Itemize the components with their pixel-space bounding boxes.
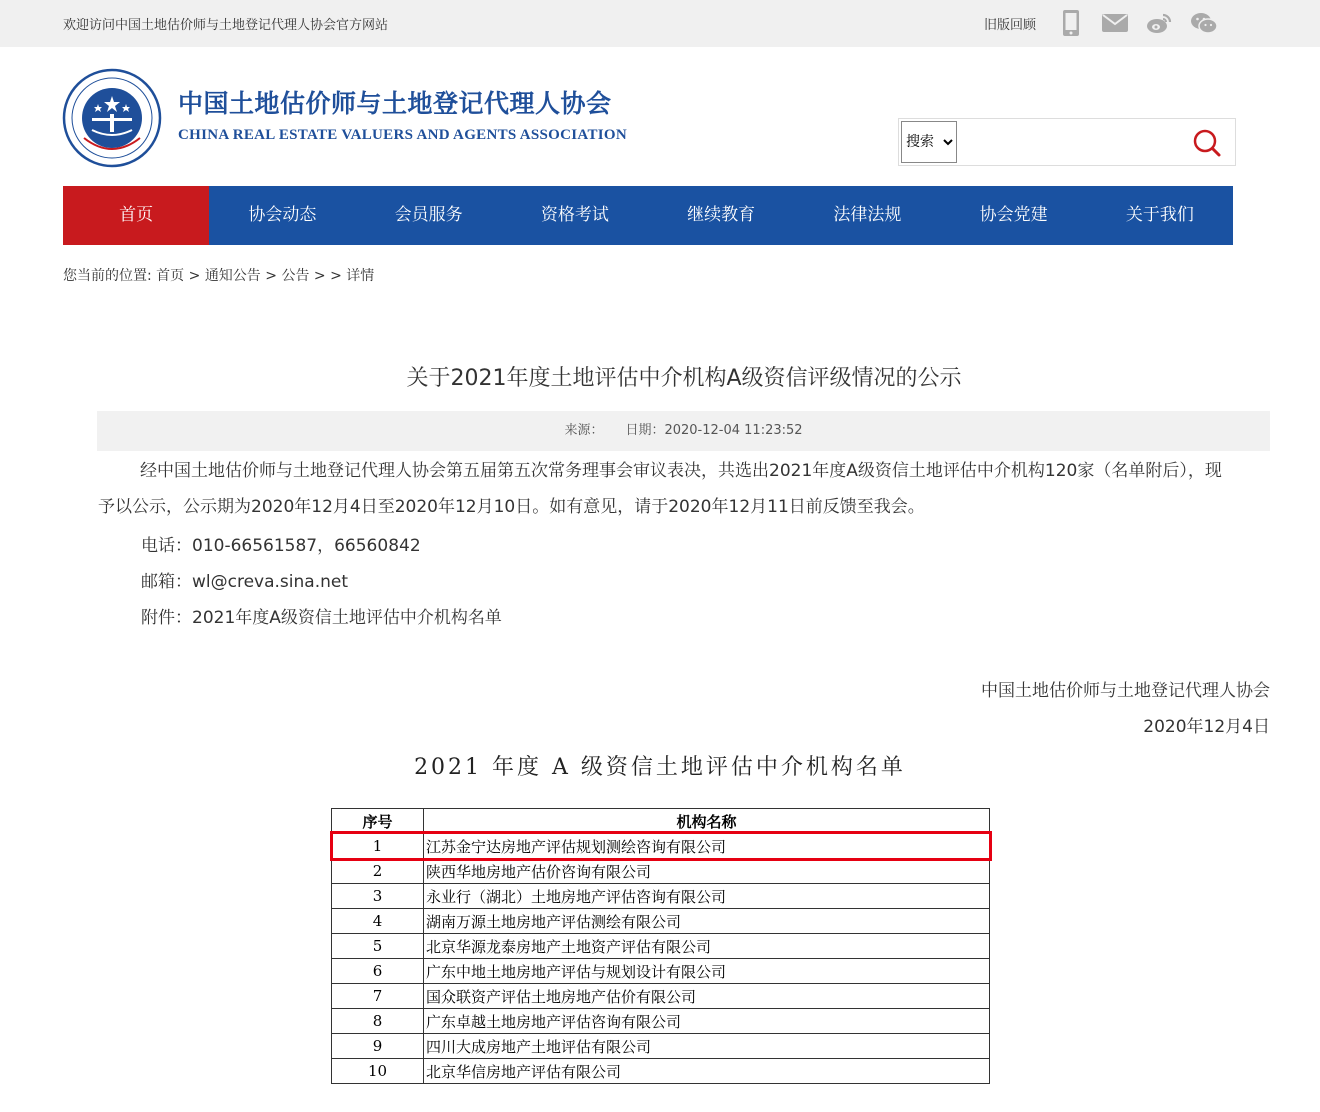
header-num: 序号 (332, 809, 424, 834)
article-source: 来源： (564, 423, 604, 438)
breadcrumb-separator: > (265, 268, 277, 284)
contact-email: 邮箱：wl@creva.sina.net (141, 572, 349, 592)
breadcrumb (63, 265, 374, 285)
top-bar (0, 0, 1320, 47)
org-table (331, 808, 990, 1084)
row-name: 广东中地土地房地产评估与规划设计有限公司 (424, 959, 990, 984)
search-type-select[interactable] (901, 121, 957, 163)
row-num: 2 (332, 859, 424, 884)
contact-phone: 电话：010-66561587，66560842 (141, 536, 421, 556)
row-num: 7 (332, 984, 424, 1009)
row-name: 四川大成房地产土地评估有限公司 (424, 1034, 990, 1059)
row-name: 北京华源龙泰房地产土地资产评估有限公司 (424, 934, 990, 959)
breadcrumb-notice[interactable]: 通知公告 (204, 268, 261, 284)
nav-association-news[interactable]: 协会动态 (248, 205, 317, 225)
nav-home[interactable]: 首页 (63, 186, 209, 245)
breadcrumb-home[interactable]: 首页 (156, 268, 185, 284)
mobile-icon[interactable] (1060, 9, 1082, 37)
row-num: 4 (332, 909, 424, 934)
table-row (332, 859, 990, 884)
table-row (332, 1059, 990, 1084)
nav-party-building[interactable]: 协会党建 (979, 205, 1048, 225)
wechat-icon[interactable] (1189, 9, 1219, 37)
table-row (332, 1009, 990, 1034)
site-name-cn: 中国土地估价师与土地登记代理人协会 (178, 89, 612, 118)
table-row (332, 934, 990, 959)
nav-member-services[interactable]: 会员服务 (394, 205, 463, 225)
association-logo[interactable] (62, 68, 162, 168)
row-name: 广东卓越土地房地产评估咨询有限公司 (424, 1009, 990, 1034)
breadcrumb-trail: > > 详情 (313, 268, 375, 284)
nav-about-us[interactable]: 关于我们 (1125, 205, 1194, 225)
breadcrumb-separator: > (188, 268, 201, 284)
row-name: 北京华信房地产评估有限公司 (424, 1059, 990, 1084)
row-num: 10 (332, 1059, 424, 1084)
table-header-row (332, 809, 990, 834)
welcome-text: 欢迎访问中国土地估价师与土地登记代理人协会官方网站 (63, 18, 389, 33)
table-row (332, 884, 990, 909)
main-nav (63, 186, 1233, 245)
signature-date: 2020年12月4日 (1143, 717, 1270, 737)
article-date: 日期：2020-12-04 11:23:52 (625, 423, 803, 438)
attachment-link[interactable]: 附件：2021年度A级资信土地评估中介机构名单 (141, 608, 502, 628)
table-row (332, 1034, 990, 1059)
nav-continuing-education[interactable]: 继续教育 (687, 205, 756, 225)
article-title: 关于2021年度土地评估中介机构A级资信评级情况的公示 (406, 366, 962, 391)
row-name: 陕西华地房地产估价咨询有限公司 (424, 859, 990, 884)
row-name: 国众联资产评估土地房地产估价有限公司 (424, 984, 990, 1009)
site-name-en: CHINA REAL ESTATE VALUERS AND AGENTS ASSOCIATION (178, 127, 627, 143)
breadcrumb-announce[interactable]: 公告 (281, 268, 310, 284)
row-num: 3 (332, 884, 424, 909)
weibo-icon[interactable] (1145, 9, 1173, 37)
row-name: 湖南万源土地房地产评估测绘有限公司 (424, 909, 990, 934)
table-row (332, 959, 990, 984)
old-version-link[interactable]: 旧版回顾 (984, 18, 1037, 33)
nav-laws-regulations[interactable]: 法律法规 (833, 205, 902, 225)
breadcrumb-prefix: 您当前的位置: (63, 268, 152, 284)
table-row (332, 909, 990, 934)
mail-icon[interactable] (1101, 9, 1129, 37)
list-title: 2021 年度 A 级资信土地评估中介机构名单 (414, 755, 906, 780)
row-name: 永业行（湖北）土地房地产评估咨询有限公司 (424, 884, 990, 909)
header-name: 机构名称 (424, 809, 990, 834)
nav-qualification-exam[interactable]: 资格考试 (540, 205, 609, 225)
row-num: 9 (332, 1034, 424, 1059)
row-num: 8 (332, 1009, 424, 1034)
search-box (898, 118, 1236, 166)
article-meta (97, 411, 1270, 451)
row-num: 5 (332, 934, 424, 959)
article-paragraph: 经中国土地估价师与土地登记代理人协会第五届第五次常务理事会审议表决，共选出2021年度A级资信土地评估中介机构120家（名单附后），现予以公示，公示期为2020年12月4日至2020年12月10日。如有意见，请于2020年12月11日前反馈至我会。 (98, 461, 1222, 517)
table-row (332, 834, 990, 859)
row-num: 1 (332, 834, 424, 859)
row-num: 6 (332, 959, 424, 984)
table-row (332, 984, 990, 1009)
search-input[interactable] (961, 121, 1185, 163)
signature-org: 中国土地估价师与土地登记代理人协会 (981, 681, 1270, 701)
search-icon[interactable] (1189, 125, 1225, 161)
row-name: 江苏金宁达房地产评估规划测绘咨询有限公司 (424, 834, 990, 859)
